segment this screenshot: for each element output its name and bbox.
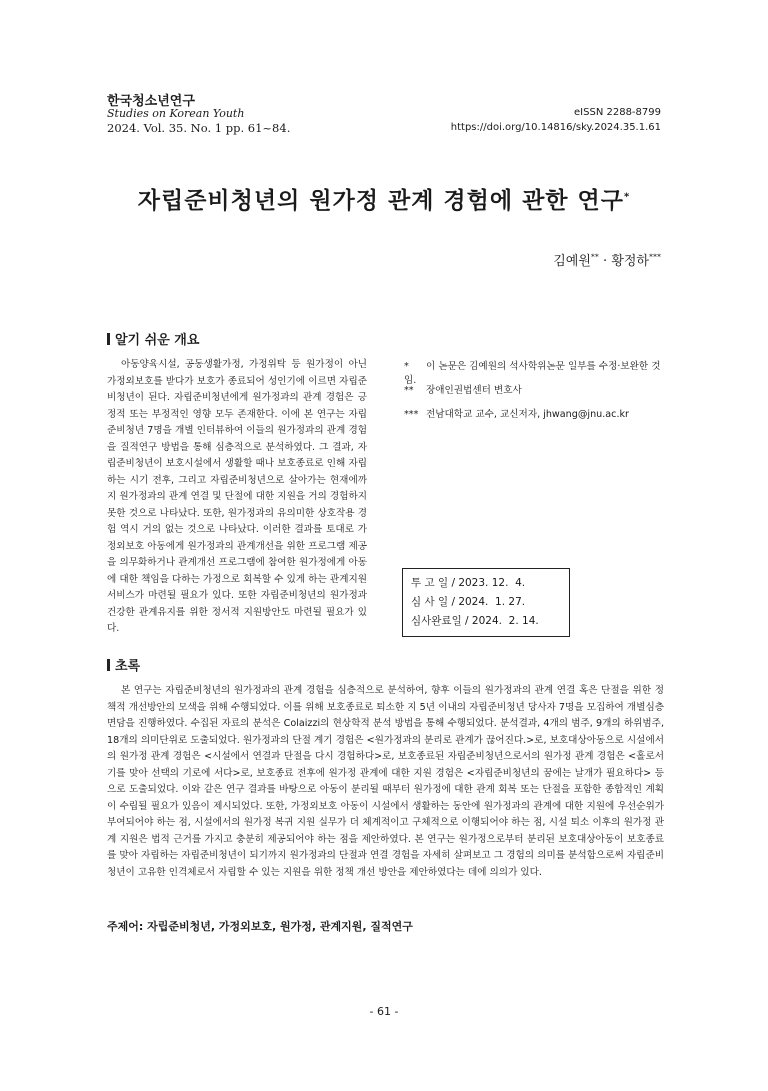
paper-title [0,182,768,215]
dates-box [402,568,570,637]
footnote-3 [404,408,666,422]
footnote-2 [404,384,666,398]
journal-volume-info: 2024. Vol. 35. No. 1 pp. 61~84. [107,121,291,135]
abstract-heading-text: 초록 [115,659,141,674]
date-accepted: 심사완료일 / 2024. 2. 14. [411,615,539,627]
abstract-text: 본 연구는 자립준비청년의 원가정과의 관계 경험을 심층적으로 분석하여, 향후 이들의 원가정과의 관계 연결 혹은 단절을 위한 정책적 개선방안의 모색을 위해 수행되었다. 이를 위해 보호종료로 퇴소한 지 5년 이내의 자립준비청년 당사자 7명을 모집하여 개별심층면담을 진행하였다. 수집된 자료의 분석은 Colaizzi의 현상학적 분석 방법을 통해 수행되었다. 분석결과, 4개의 범주, 9개의 하위범주, 18개의 의미단위로 도출되었다. 원가정과의 단절 계기 경험은 <원가정과의 분리로 관계가 끊어진다.>로, 보호대상아동으로 시설에서의 원가정 관계 경험은 <시설에서 연결과 단절을 다시 경험하다>로, 보호종료된 자립준비청년으로서의 원가정 관계 경험은 <홀로서기를 맞아 선택의 기로에 서다>로, 보호종료 전후에 원가정 관계에 대한 지원 경험은 <자립준비청년의 꿈에는 날개가 필요하다> 등으로 도출되었다. 이와 같은 연구 결과를 바탕으로 아동이 분리될 때부터 원가정에 대한 관계 회복 또는 단절을 포함한 종합적인 계획이 수립될 필요가 있음이 제시되었다. 또한, 가정외보호 아동이 시설에서 생활하는 동안에 원가정과의 관계에 대한 지원에 우선순위가 부여되어야 하는 점, 시설에서의 원가정 복귀 지원 실무가 더 체계적이고 구체적으로 이행되어야 하는 점, 시설 퇴소 이후의 원가정 관계 지원은 법적 근거를 가지고 충분히 제공되어야 하는 점을 제안하였다. 본 연구는 원가정으로부터 분리된 보호대상아동이 보호종료를 맞아 자립하는 자립준비청년이 되기까지 원가정과의 단절과 연결 경험을 자세히 살펴보고 그 경험의 의미를 분석함으로써 자립준비청년이 고유한 인격체로서 자립할 수 있는 지원을 위한 정책 개선 방안을 제안하였다는 데에 의의가 있다. [107,685,664,878]
easy-summary-heading-text: 알기 쉬운 개요 [115,333,200,348]
doi-link[interactable]: https://doi.org/10.14816/sky.2024.35.1.61 [450,122,661,133]
author-line [553,250,661,269]
easy-summary-heading [107,329,199,348]
footnote-2-text: 장애인권법센터 변호사 [426,385,522,396]
footnote-3-mark: *** [404,409,419,420]
date-reviewed: 심 사 일 / 2024. 1. 27. [411,596,526,608]
author-separator: · [598,254,612,269]
footnote-1-mark: * [404,361,409,372]
journal-title-korean: 한국청소년연구 [107,94,195,109]
author-2: 황정하 [611,254,649,269]
heading-bar-icon [107,333,110,345]
author-1: 김예원 [553,254,591,269]
title-footnote-mark: * [623,191,631,203]
keywords: 주제어: 자립준비청년, 가정외보호, 원가정, 관계지원, 질적연구 [107,920,413,933]
footnote-3-text: 전남대학교 교수, 교신저자, jhwang@jnu.ac.kr [426,409,630,420]
author-1-mark: ** [590,252,599,262]
easy-summary-text: 아동양육시설, 공동생활가정, 가정위탁 등 원가정이 아닌 가정외보호를 받다가 보호가 종료되어 성인기에 이르면 자립준비청년이 된다. 자립준비청년에게 원가정과의 관계 경험은 긍정적 또는 부정적인 영향 모두 존재한다. 이에 본 연구는 자립준비청년 7명을 개별 인터뷰하여 이들의 원가정과의 관계 경험을 질적연구 방법을 통해 심층적으로 분석하였다. 그 결과, 자립준비청년이 보호시설에서 생활할 때나 보호종료로 인해 자립하는 시기 전후, 그리고 자립준비청년으로 살아가는 현재에까지 원가정과의 관계 연결 및 단절에 대한 지원을 거의 경험하지 못한 것으로 나타났다. 또한, 원가정과의 유의미한 상호작용 경험 역시 거의 없는 것으로 나타났다. 이러한 결과를 토대로 가정외보호 아동에게 원가정과의 관계개선을 위한 프로그램 제공을 의무화하거나 관계개선 프로그램에 참여한 원가정에게 아동에 대한 책임을 다하는 가정으로 회복할 수 있게 하는 관계지원서비스가 마련될 필요가 있다. 또한 자립준비청년의 원가정과 건강한 관계유지를 위한 정서적 지원방안도 마련될 필요가 있다. [107,359,367,634]
date-submitted: 투 고 일 / 2023. 12. 4. [411,577,526,589]
journal-title-english: Studies on Korean Youth [107,107,245,120]
footnote-2-mark: ** [404,385,414,396]
eissn: eISSN 2288-8799 [574,107,661,118]
footnote-1-text: 이 논문은 김예원의 석사학위논문 일부를 수정·보완한 것임. [404,361,661,386]
abstract-heading [107,655,140,674]
paper-title-text: 자립준비청년의 원가정 관계 경험에 관한 연구 [137,188,624,214]
author-2-mark: *** [649,252,661,262]
heading-bar-icon [107,659,110,671]
page-number: - 61 - [369,1005,399,1018]
